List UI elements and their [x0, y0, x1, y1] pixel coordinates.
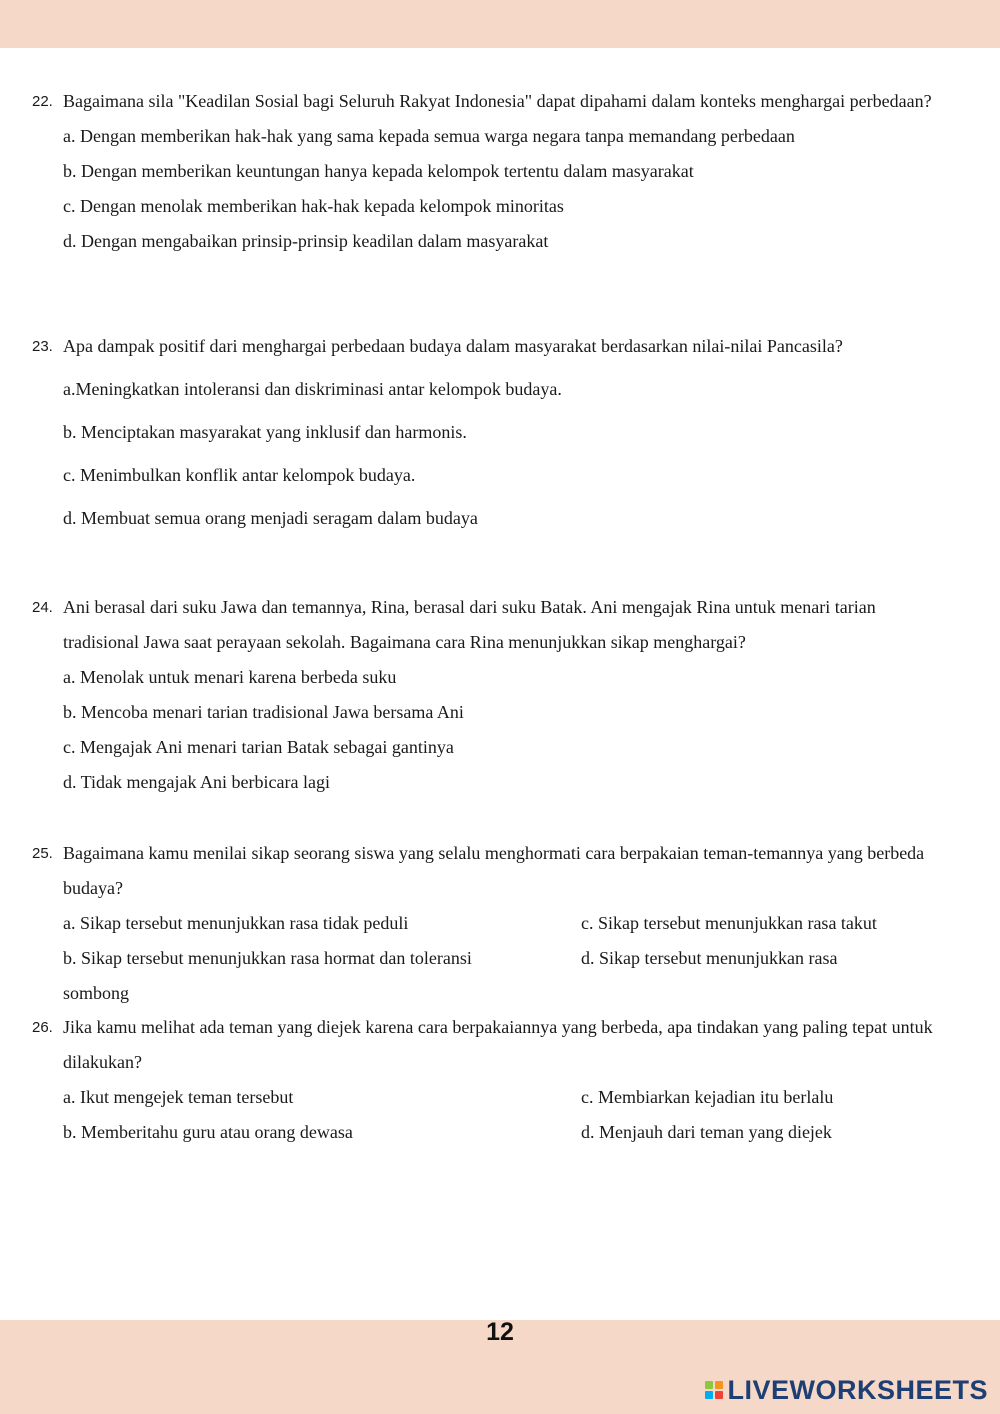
option-c[interactable]: c. Mengajak Ani menari tarian Batak sebagai gantinya	[63, 737, 454, 757]
question-24	[32, 590, 952, 800]
question-text: Bagaimana sila "Keadilan Sosial bagi Seluruh Rakyat Indonesia" dapat dipahami dalam konteks menghargai perbedaan?	[63, 91, 932, 111]
question-text: Ani berasal dari suku Jawa dan temannya, Rina, berasal dari suku Batak. Ani mengajak Rina untuk menari tarian tradisional Jawa saat perayaan sekolah. Bagaimana cara Rina menunjukkan sikap menghargai?	[63, 597, 876, 652]
option-c[interactable]: c. Dengan menolak memberikan hak-hak kepada kelompok minoritas	[63, 196, 564, 216]
option-d[interactable]: d. Sikap tersebut menunjukkan rasa	[581, 948, 838, 968]
liveworksheets-logo	[705, 1374, 988, 1406]
question-26	[32, 1010, 952, 1150]
question-number: 23.	[32, 338, 53, 355]
question-23	[32, 329, 952, 536]
question-number: 26.	[32, 1019, 53, 1036]
question-stem	[32, 590, 952, 660]
option-c[interactable]: c. Sikap tersebut menunjukkan rasa takut	[581, 913, 877, 933]
question-number: 22.	[32, 93, 53, 110]
option-b[interactable]: b. Menciptakan masyarakat yang inklusif dan harmonis.	[63, 422, 467, 442]
question-number: 25.	[32, 845, 53, 862]
option-a[interactable]: a. Menolak untuk menari karena berbeda suku	[63, 667, 397, 687]
question-stem	[32, 836, 952, 906]
question-number: 24.	[32, 599, 53, 616]
header-band	[0, 0, 1000, 48]
option-a[interactable]: a. Dengan memberikan hak-hak yang sama kepada semua warga negara tanpa memandang perbedaan	[63, 126, 795, 146]
logo-squares-icon	[705, 1381, 723, 1399]
logo-square-red	[715, 1391, 723, 1399]
option-a[interactable]: a.Meningkatkan intoleransi dan diskriminasi antar kelompok budaya.	[63, 379, 562, 399]
option-d-continuation: sombong	[63, 983, 130, 1003]
question-text: Jika kamu melihat ada teman yang diejek karena cara berpakaiannya yang berbeda, apa tindakan yang paling tepat untuk dilakukan?	[63, 1017, 933, 1072]
options-grid	[32, 906, 952, 976]
question-stem	[32, 329, 952, 364]
question-stem	[32, 84, 952, 119]
logo-square-blue	[705, 1391, 713, 1399]
option-b[interactable]: b. Mencoba menari tarian tradisional Jawa bersama Ani	[63, 702, 464, 722]
question-22	[32, 84, 952, 259]
question-stem	[32, 1010, 952, 1080]
page-number: 12	[486, 1318, 514, 1346]
option-d[interactable]: d. Membuat semua orang menjadi seragam dalam budaya	[63, 508, 478, 528]
option-a[interactable]: a. Ikut mengejek teman tersebut	[63, 1087, 294, 1107]
option-d[interactable]: d. Tidak mengajak Ani berbicara lagi	[63, 772, 330, 792]
option-a[interactable]: a. Sikap tersebut menunjukkan rasa tidak peduli	[63, 913, 409, 933]
logo-text: LIVEWORKSHEETS	[727, 1374, 988, 1405]
option-b[interactable]: b. Dengan memberikan keuntungan hanya kepada kelompok tertentu dalam masyarakat	[63, 161, 694, 181]
option-b[interactable]: b. Sikap tersebut menunjukkan rasa hormat dan toleransi	[63, 948, 472, 968]
option-c[interactable]: c. Menimbulkan konflik antar kelompok budaya.	[63, 465, 416, 485]
logo-square-green	[705, 1381, 713, 1389]
question-text: Bagaimana kamu menilai sikap seorang siswa yang selalu menghormati cara berpakaian teman-temannya yang berbeda budaya?	[63, 843, 925, 898]
option-d[interactable]: d. Menjauh dari teman yang diejek	[581, 1122, 832, 1142]
option-d[interactable]: d. Dengan mengabaikan prinsip-prinsip keadilan dalam masyarakat	[63, 231, 549, 251]
option-c[interactable]: c. Membiarkan kejadian itu berlalu	[581, 1087, 834, 1107]
option-b[interactable]: b. Memberitahu guru atau orang dewasa	[63, 1122, 353, 1142]
options-grid	[32, 1080, 952, 1150]
logo-square-orange	[715, 1381, 723, 1389]
question-25	[32, 836, 952, 1011]
question-text: Apa dampak positif dari menghargai perbedaan budaya dalam masyarakat berdasarkan nilai-nilai Pancasila?	[63, 336, 843, 356]
